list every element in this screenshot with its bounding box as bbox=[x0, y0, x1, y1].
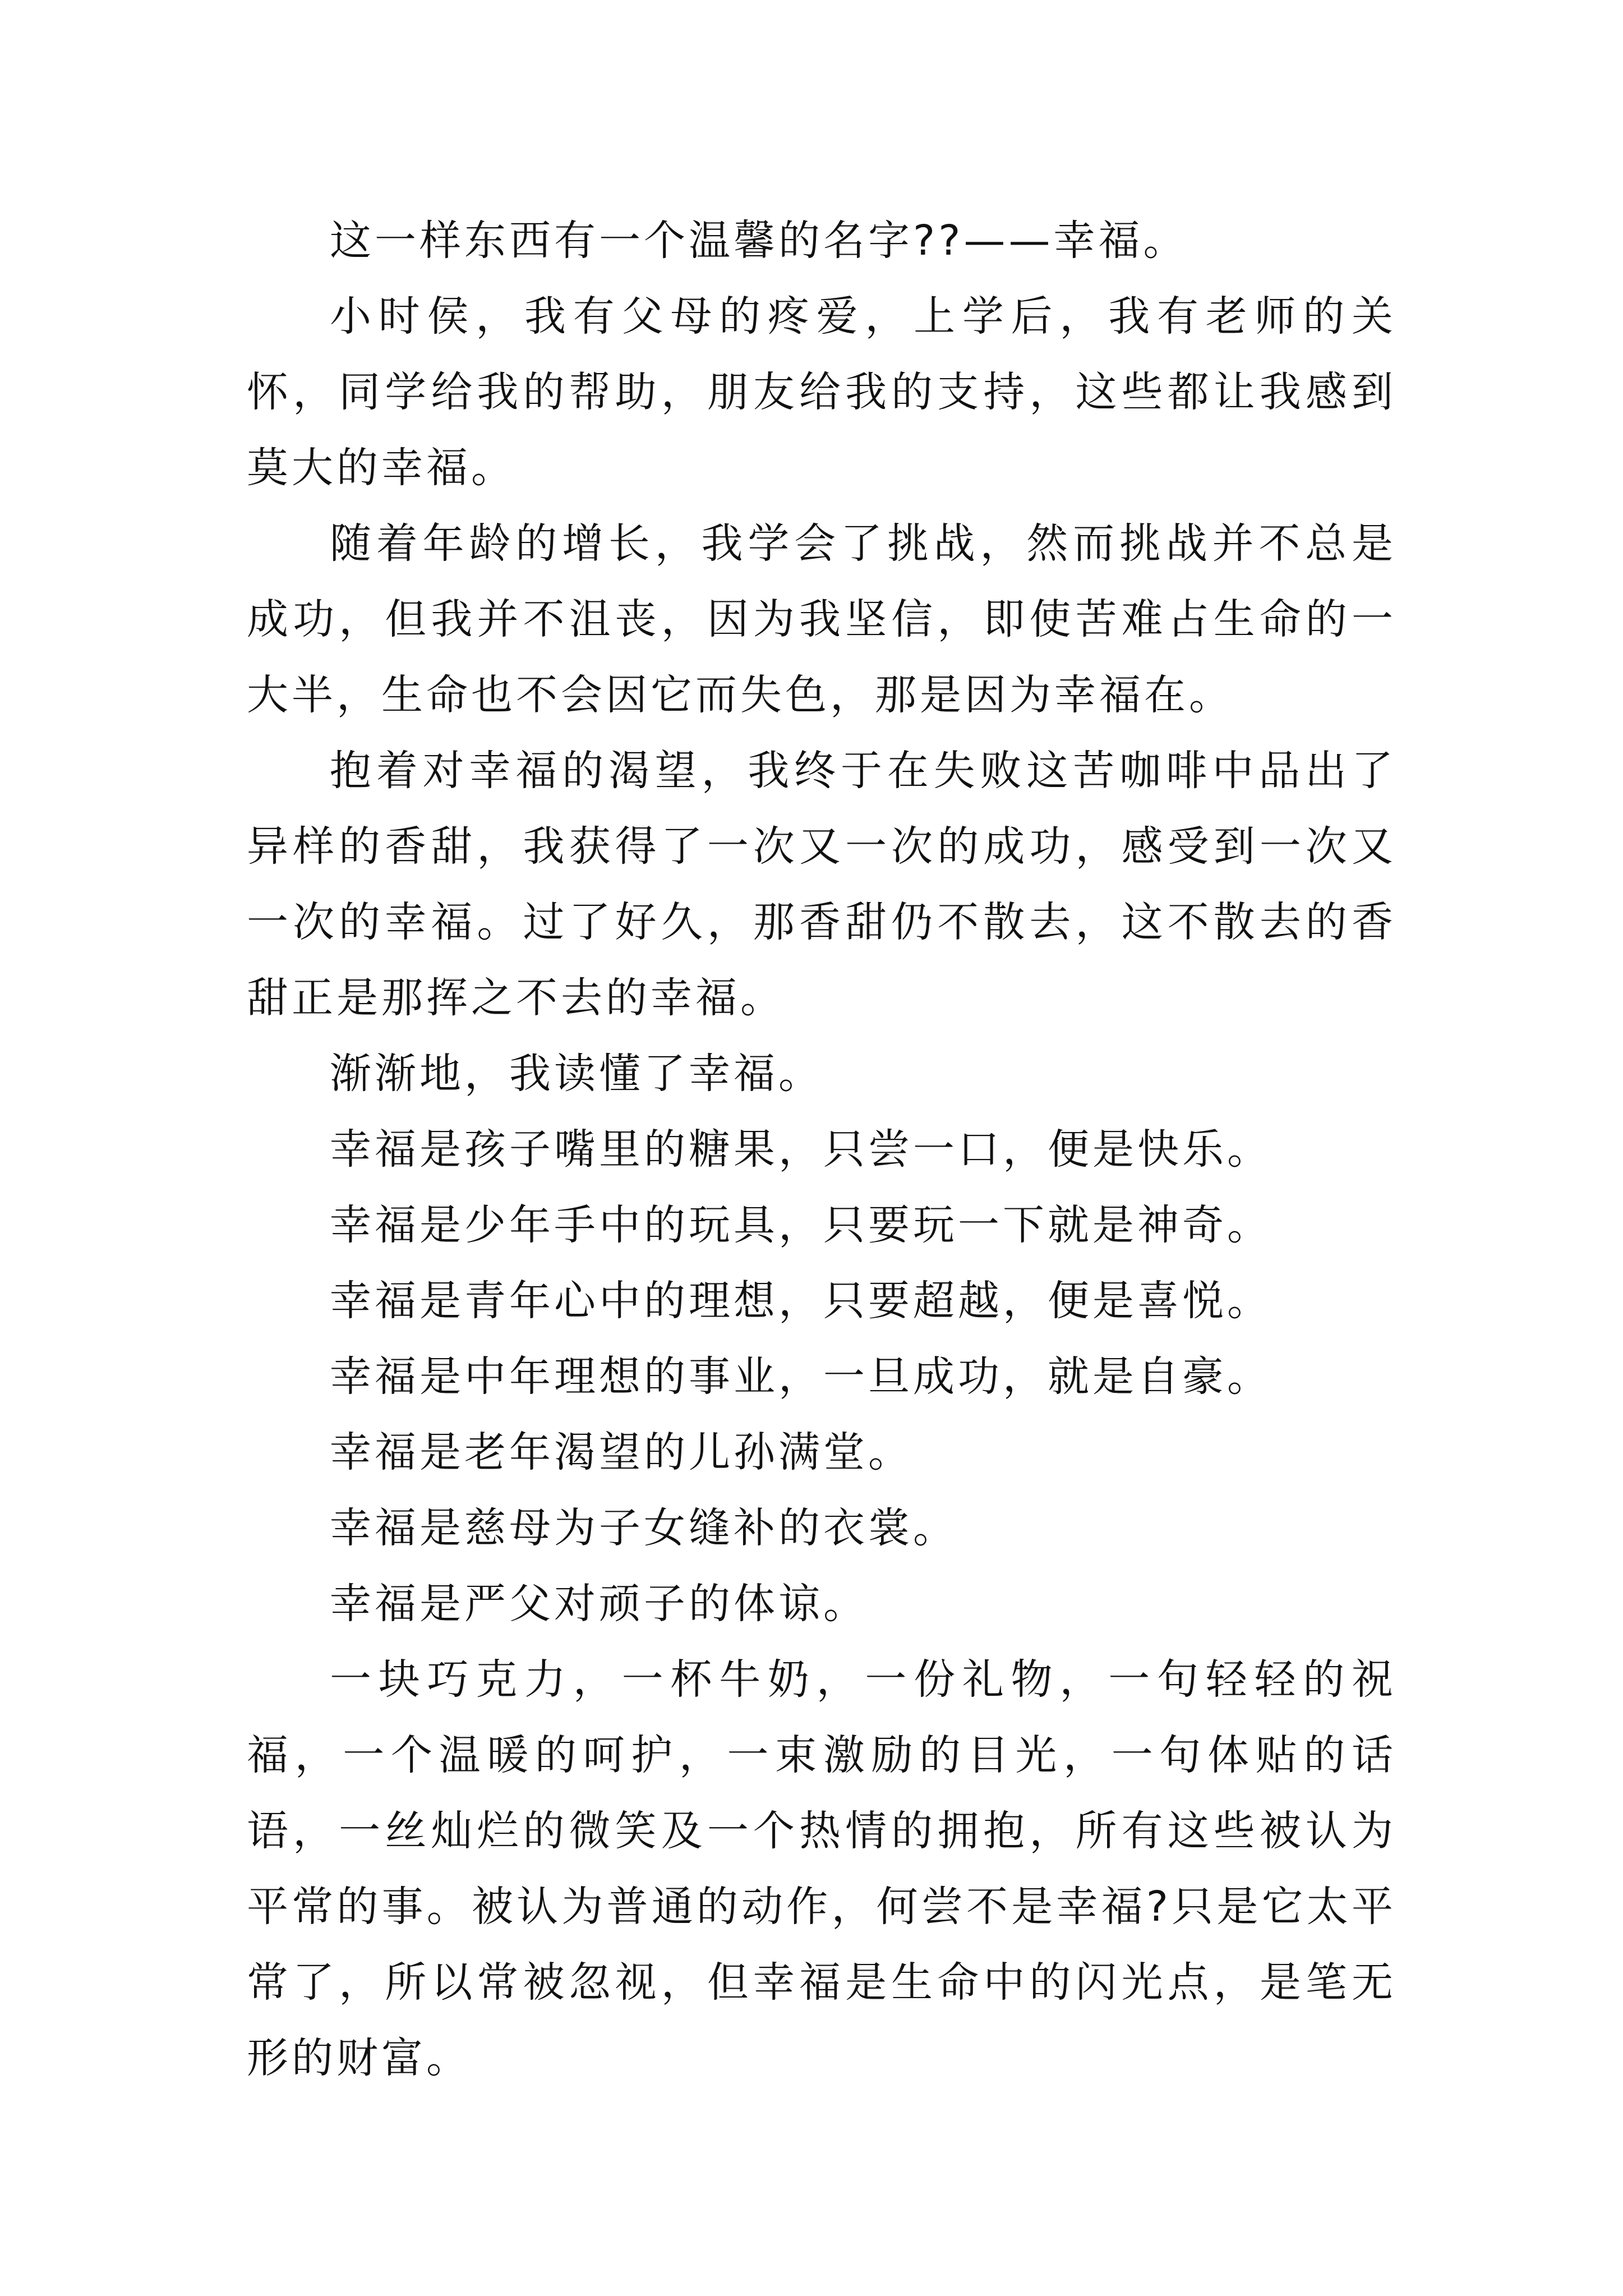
paragraph: 幸福是孩子嘴里的糖果，只尝一口，便是快乐。 bbox=[330, 1125, 1272, 1174]
paragraph: 幸福是少年手中的玩具，只要玩一下就是神奇。 bbox=[330, 1201, 1272, 1249]
document-body bbox=[247, 203, 1396, 2096]
paragraph: 抱着对幸福的渴望，我终于在失败这苦咖啡中品出了异样的香甜，我获得了一次又一次的成功，感受到一次又一次的幸福。过了好久，那香甜仍不散去，这不散去的香甜正是那挥之不去的幸福。 bbox=[247, 747, 1396, 1022]
paragraph: 幸福是中年理想的事业，一旦成功，就是自豪。 bbox=[330, 1352, 1272, 1401]
paragraph: 小时侯，我有父母的疼爱，上学后，我有老师的关怀，同学给我的帮助，朋友给我的支持，这些都让我感到莫大的幸福。 bbox=[247, 292, 1396, 492]
paragraph: 渐渐地，我读懂了幸福。 bbox=[330, 1050, 823, 1098]
paragraph: 一块巧克力，一杯牛奶，一份礼物，一句轻轻的祝福，一个温暖的呵护，一束激励的目光，一句体贴的话语，一丝灿烂的微笑及一个热情的拥抱，所有这些被认为平常的事。被认为普通的动作，何尝不是幸福?只是它太平常了，所以常被忽视，但幸福是生命中的闪光点，是笔无形的财富。 bbox=[247, 1655, 1396, 2082]
paragraph: 幸福是青年心中的理想，只要超越，便是喜悦。 bbox=[330, 1277, 1272, 1325]
paragraph: 随着年龄的增长，我学会了挑战，然而挑战并不总是成功，但我并不沮丧，因为我坚信，即使苦难占生命的一大半，生命也不会因它而失色，那是因为幸福在。 bbox=[247, 519, 1396, 719]
paragraph: 幸福是慈母为子女缝补的衣裳。 bbox=[330, 1504, 958, 1552]
paragraph: 幸福是严父对顽子的体谅。 bbox=[330, 1580, 868, 1628]
paragraph: 幸福是老年渴望的儿孙满堂。 bbox=[330, 1428, 913, 1476]
paragraph: 这一样东西有一个温馨的名字??——幸福。 bbox=[330, 217, 1188, 265]
